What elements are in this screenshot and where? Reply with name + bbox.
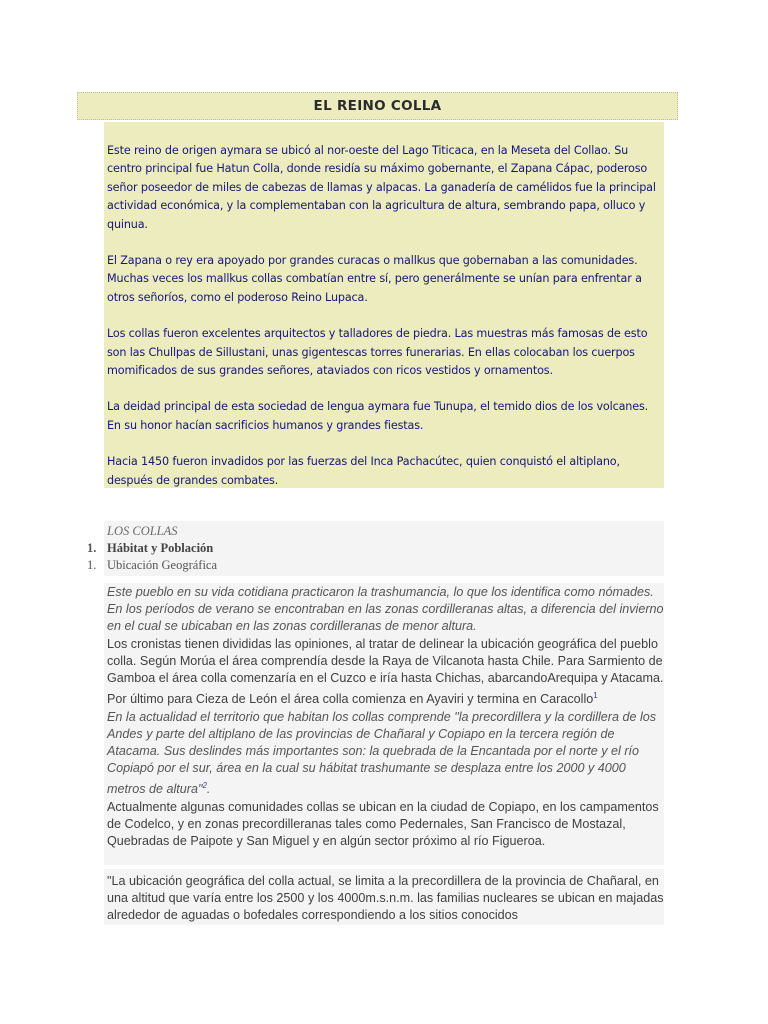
body-paragraph-2-text: Los cronistas tienen divididas las opiniones, al tratar de delinear la ubicación geográfica del pueblo colla. Según Morúa el área comprendía desde la Raya de Vilcanota hasta Chile. Para Sarmiento de Gamboa el área colla comenzaría en el Cuzco e iría hasta Chichas, abarcandoArequipa y Atacama. Por último para Cieza de León el área colla comienza en Ayaviri y termina en Caracollo <box>107 636 664 707</box>
outline-item-label: Ubicación Geográfica <box>107 558 218 572</box>
intro-paragraph-2: El Zapana o rey era apoyado por grandes curacas o mallkus que gobernaban a las comunidades. Muchas veces los mallkus collas combatían entre sí, pero generálmente se unían para enfrentar a otros señoríos, como el poderoso Reino Lupaca. <box>107 254 642 304</box>
body-text-block <box>104 583 664 865</box>
body-paragraph-2 <box>107 636 664 709</box>
outline-item-ubicacion <box>87 557 664 574</box>
intro-paragraph-5: Hacia 1450 fueron invadidos por las fuerzas del Inca Pachacútec, quien conquistó el altiplano, después de grandes combates. <box>107 455 620 487</box>
body-paragraph-5: "La ubicación geográfica del colla actual, se limita a la precordillera de la provincia de Chañaral, en una altitud que varía entre los 2500 y los 4000m.s.n.m. las familias nucleares se ubican en majadas alrededor de aguadas o bofedales correspondiendo a los sitios conocidos <box>107 874 664 923</box>
outline-item-habitat <box>87 540 664 557</box>
intro-paragraph-4: La deidad principal de esta sociedad de lengua aymara fue Tunupa, el temido dios de los volcanes. En su honor hacían sacrificios humanos y grandes fiestas. <box>107 400 649 432</box>
intro-paragraph-1: Este reino de origen aymara se ubicó al nor-oeste del Lago Titicaca, en la Meseta del Collao. Su centro principal fue Hatun Colla, donde residía su máximo gobernante, el Zapana Cápac, poderoso señor poseedor de miles de cabezas de llamas y alpacas. La ganadería de camélidos fue la principal actividad económica, y la complementaban con la agricultura de altura, sembrando papa, olluco y quinua. <box>107 144 656 231</box>
section-outline <box>87 521 664 576</box>
intro-box <box>104 122 664 488</box>
intro-paragraph-3: Los collas fueron excelentes arquitectos y talladores de piedra. Las muestras más famosas de esto son las Chullpas de Sillustani, unas gigentescas torres funerarias. En ellas colocaban los cuerpos momificados de sus grandes señores, ataviados con ricos vestidos y ornamentos. <box>107 327 648 378</box>
body-paragraph-3 <box>107 709 664 799</box>
outline-item-label: Hábitat y Población <box>107 541 214 555</box>
footnote-link-1[interactable]: 1 <box>593 691 598 701</box>
body-paragraph-4: Actualmente algunas comunidades collas se ubican en la ciudad de Copiapo, en los campamentos de Codelco, y en zonas precordilleranas tales como Pedernales, San Francisco de Mostazal, Quebradas de Paipote y San Miguel y en algún sector próximo al río Figueroa. <box>107 799 659 849</box>
body-paragraph-3-text: En la actualidad el territorio que habitan los collas comprende "la precordillera y la cordillera de los Andes y parte del altiplano de las provincias de Chañaral y Copiapo en la tercera región de Atacama. Sus deslindes más importantes son: la quebrada de la Encantada por el norte y el río Copiapó por el sur, área en la cual su hábitat trashumante se desplaza entre los 2000 y 4000 metros de altura" <box>107 709 657 797</box>
page-title: EL REINO COLLA <box>313 98 442 114</box>
outline-item-number: 1. <box>87 541 97 555</box>
outline-item-number: 1. <box>87 558 97 572</box>
body-paragraph-1: Este pueblo en su vida cotidiana practicaron la trashumancia, lo que los identifica como nómades. En los períodos de verano se encontraban en las zonas cordilleranas altas, a diferencia del invierno en el cual se ubicaban en las zonas cordilleranas de menor altura. <box>107 585 664 634</box>
footnote-link-2[interactable]: 2 <box>202 781 207 791</box>
quote-block <box>104 869 664 925</box>
title-bar <box>77 92 678 120</box>
body-paragraph-3-end: . <box>206 782 211 797</box>
section-heading: LOS COLLAS <box>107 524 178 538</box>
